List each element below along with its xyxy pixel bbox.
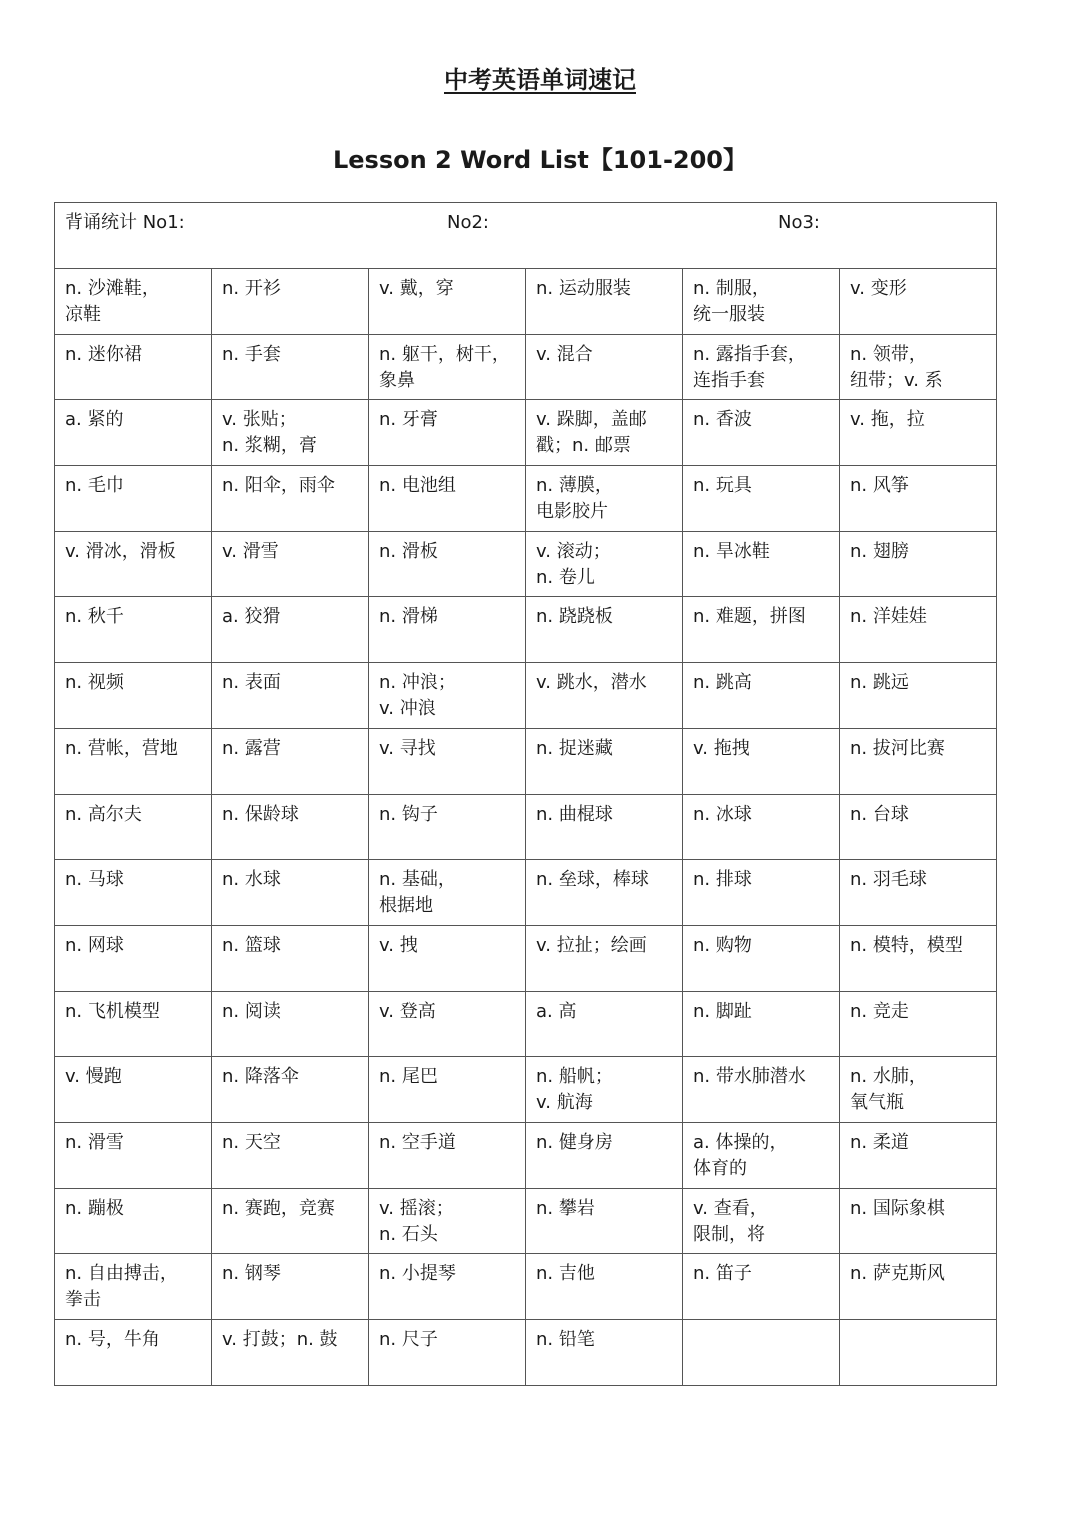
word-cell <box>840 925 997 991</box>
word-cell-line: n. 石头 <box>379 1223 438 1245</box>
word-cell-line: n. 滑雪 <box>65 1131 124 1153</box>
word-cell-line: n. 视频 <box>65 672 124 694</box>
word-cell-line: n. 电池组 <box>379 475 456 497</box>
word-cell <box>840 531 997 597</box>
table-row <box>55 531 997 597</box>
word-cell-line: v. 拉扯；绘画 <box>536 934 647 956</box>
word-cell <box>683 1188 840 1254</box>
word-cell-line: n. 铅笔 <box>536 1329 595 1350</box>
word-cell-line: n. 保龄球 <box>222 803 299 825</box>
word-cell-line: n. 水肺， <box>850 1066 927 1088</box>
word-cell-line: n. 垒球，棒球 <box>536 869 649 891</box>
word-cell-line: n. 旱冰鞋 <box>693 540 770 562</box>
word-cell <box>683 925 840 991</box>
word-cell-line: 氧气瓶 <box>850 1092 904 1114</box>
word-cell-line: n. 秋千 <box>65 606 124 628</box>
word-cell <box>526 1188 683 1254</box>
word-cell-line: n. 牙膏 <box>379 409 438 431</box>
word-cell-line: 体育的 <box>693 1157 747 1179</box>
word-cell <box>55 860 212 926</box>
word-cell-line: 戳；n. 邮票 <box>536 435 631 457</box>
word-cell <box>55 334 212 400</box>
word-cell <box>369 597 526 663</box>
word-cell-line: v. 航海 <box>536 1092 593 1114</box>
word-cell <box>840 1254 997 1320</box>
word-cell <box>212 466 369 532</box>
word-cell-line: 连指手套 <box>693 369 765 391</box>
word-cell-line: n. 网球 <box>65 934 124 956</box>
word-cell <box>526 400 683 466</box>
word-cell-line: n. 难题，拼图 <box>693 606 806 628</box>
word-cell-line: n. 带水肺潜水 <box>693 1066 806 1088</box>
word-cell-line: n. 滑板 <box>379 540 438 562</box>
word-cell-line: a. 高 <box>536 1000 577 1022</box>
word-cell-line: n. 拔河比赛 <box>850 737 945 759</box>
word-cell-line: n. 曲棍球 <box>536 803 613 825</box>
word-cell <box>683 663 840 729</box>
word-cell-line: v. 寻找 <box>379 737 436 759</box>
word-cell-line: n. 阳伞，雨伞 <box>222 475 335 497</box>
word-cell <box>212 728 369 794</box>
stats-cell <box>55 203 997 269</box>
word-cell <box>369 991 526 1057</box>
word-cell <box>683 1057 840 1123</box>
word-cell <box>683 400 840 466</box>
word-cell-line: n. 冲浪； <box>379 672 456 694</box>
word-cell-line: n. 滑梯 <box>379 606 438 628</box>
word-cell-line: n. 降落伞 <box>222 1066 299 1088</box>
table-row <box>55 794 997 860</box>
word-cell-line: n. 风筝 <box>850 475 909 497</box>
word-cell <box>212 1188 369 1254</box>
word-cell-line: n. 沙滩鞋， <box>65 278 160 299</box>
word-cell <box>55 597 212 663</box>
word-cell-line: n. 捉迷藏 <box>536 737 613 759</box>
word-cell <box>212 269 369 335</box>
word-cell <box>212 860 369 926</box>
word-cell-line: n. 吉他 <box>536 1263 595 1285</box>
word-cell-line: n. 洋娃娃 <box>850 606 927 628</box>
word-cell <box>55 269 212 335</box>
table-row <box>55 1254 997 1320</box>
word-cell-line: 拳击 <box>65 1289 101 1311</box>
page-title-text: 中考英语单词速记 <box>444 66 636 94</box>
word-cell <box>683 728 840 794</box>
word-cell-line: n. 水球 <box>222 869 281 891</box>
word-cell <box>212 1057 369 1123</box>
word-cell <box>369 1254 526 1320</box>
word-cell-line: n. 制服， <box>693 278 770 299</box>
word-cell <box>369 925 526 991</box>
word-cell-line: n. 蹦极 <box>65 1197 124 1219</box>
word-cell <box>526 728 683 794</box>
word-cell <box>55 1320 212 1386</box>
word-cell <box>369 663 526 729</box>
word-cell <box>526 1122 683 1188</box>
word-cell-line: n. 竞走 <box>850 1000 909 1022</box>
word-cell <box>840 466 997 532</box>
word-cell <box>683 466 840 532</box>
word-cell-line: n. 柔道 <box>850 1131 909 1153</box>
word-cell <box>369 531 526 597</box>
word-cell-line: n. 钩子 <box>379 803 438 825</box>
word-cell-line: n. 基础， <box>379 869 456 891</box>
word-cell <box>526 1057 683 1123</box>
word-cell <box>55 925 212 991</box>
word-cell <box>526 663 683 729</box>
word-cell-line: v. 慢跑 <box>65 1066 122 1088</box>
word-cell-line: n. 笛子 <box>693 1263 752 1285</box>
word-cell-line: n. 领带， <box>850 343 927 365</box>
word-cell-line: 象鼻 <box>379 369 415 391</box>
word-cell-line: 根据地 <box>379 895 433 917</box>
word-cell <box>840 1057 997 1123</box>
word-cell <box>840 663 997 729</box>
word-cell-line: n. 马球 <box>65 869 124 891</box>
word-cell <box>212 663 369 729</box>
word-cell <box>526 597 683 663</box>
word-cell <box>683 794 840 860</box>
word-cell <box>55 1122 212 1188</box>
word-cell-line: 凉鞋 <box>65 304 101 325</box>
word-cell-line: n. 高尔夫 <box>65 803 142 825</box>
word-cell <box>840 728 997 794</box>
table-row <box>55 663 997 729</box>
word-cell-line: a. 狡猾 <box>222 606 281 628</box>
word-cell-line: n. 手套 <box>222 343 281 365</box>
word-cell <box>369 794 526 860</box>
word-cell-line: n. 尺子 <box>379 1329 438 1350</box>
word-cell <box>840 860 997 926</box>
word-cell <box>683 991 840 1057</box>
word-cell-line: n. 躯干，树干， <box>379 343 510 365</box>
table-row <box>55 269 997 335</box>
word-cell-line: n. 毛巾 <box>65 475 124 497</box>
word-cell <box>212 531 369 597</box>
word-cell-line: n. 薄膜， <box>536 475 613 497</box>
word-cell-line: n. 篮球 <box>222 934 281 956</box>
word-cell <box>526 1254 683 1320</box>
word-cell-line: v. 戴，穿 <box>379 278 454 299</box>
table-row <box>55 1188 997 1254</box>
word-cell <box>55 1188 212 1254</box>
word-cell-line: n. 攀岩 <box>536 1197 595 1219</box>
word-cell <box>212 794 369 860</box>
word-cell-line: n. 开衫 <box>222 278 281 299</box>
word-cell <box>840 794 997 860</box>
word-cell <box>369 860 526 926</box>
word-cell-line: 限制，将 <box>693 1223 765 1245</box>
word-cell-line: v. 变形 <box>850 278 907 299</box>
word-cell <box>840 597 997 663</box>
word-cell <box>369 728 526 794</box>
table-row <box>55 1057 997 1123</box>
word-cell <box>683 269 840 335</box>
word-cell <box>683 1320 840 1386</box>
word-cell-line: n. 营帐，营地 <box>65 737 178 759</box>
word-cell <box>526 794 683 860</box>
word-cell-line: v. 拖拽 <box>693 737 750 759</box>
word-cell <box>683 1122 840 1188</box>
page-subtitle: Lesson 2 Word List【101-200】 <box>332 146 748 174</box>
word-cell <box>526 531 683 597</box>
word-cell <box>55 1254 212 1320</box>
word-cell-line: n. 跷跷板 <box>536 606 613 628</box>
word-cell <box>369 1188 526 1254</box>
word-cell <box>683 597 840 663</box>
word-cell-line: n. 天空 <box>222 1131 281 1153</box>
word-cell-line: a. 紧的 <box>65 409 124 431</box>
word-cell <box>369 1057 526 1123</box>
word-cell-line: v. 混合 <box>536 343 593 365</box>
word-cell <box>212 925 369 991</box>
word-cell-line: v. 滑雪 <box>222 540 279 562</box>
word-cell-line: n. 台球 <box>850 803 909 825</box>
word-cell-line: n. 赛跑，竞赛 <box>222 1197 335 1219</box>
word-cell-line: n. 表面 <box>222 672 281 694</box>
word-cell <box>55 466 212 532</box>
word-cell-line: n. 冰球 <box>693 803 752 825</box>
table-row <box>55 597 997 663</box>
word-cell <box>369 466 526 532</box>
word-cell <box>55 728 212 794</box>
word-cell-line: n. 模特，模型 <box>850 934 963 956</box>
word-cell <box>840 334 997 400</box>
table-row <box>55 860 997 926</box>
word-cell-line: n. 香波 <box>693 409 752 431</box>
word-cell-line: n. 船帆； <box>536 1066 613 1088</box>
word-cell <box>526 860 683 926</box>
word-cell <box>526 991 683 1057</box>
stats-row <box>55 203 997 269</box>
word-cell <box>55 991 212 1057</box>
word-cell-line: n. 小提琴 <box>379 1263 456 1285</box>
word-cell <box>212 1254 369 1320</box>
word-cell-line: n. 跳高 <box>693 672 752 694</box>
word-cell-line: n. 玩具 <box>693 475 752 497</box>
word-cell <box>212 991 369 1057</box>
word-list-table <box>54 202 997 1386</box>
word-cell-line: v. 跳水，潜水 <box>536 672 647 694</box>
word-cell-line: v. 冲浪 <box>379 698 436 720</box>
word-cell <box>55 663 212 729</box>
word-cell-line: 电影胶片 <box>536 501 608 523</box>
word-cell-line: n. 跳远 <box>850 672 909 694</box>
word-cell-line: v. 张贴； <box>222 409 297 431</box>
word-cell-line: a. 体操的， <box>693 1131 788 1153</box>
word-cell <box>683 1254 840 1320</box>
word-cell-line: n. 排球 <box>693 869 752 891</box>
table-row <box>55 728 997 794</box>
word-cell <box>369 1122 526 1188</box>
word-cell <box>840 1320 997 1386</box>
word-cell <box>840 269 997 335</box>
word-cell-line: v. 滑冰，滑板 <box>65 540 176 562</box>
word-cell-line: v. 跺脚，盖邮 <box>536 409 647 431</box>
word-cell <box>840 991 997 1057</box>
word-cell-line: n. 脚趾 <box>693 1000 752 1022</box>
word-cell-line: n. 自由搏击， <box>65 1263 178 1285</box>
word-cell-line: n. 号，牛角 <box>65 1329 160 1350</box>
word-cell-line: v. 拖，拉 <box>850 409 925 431</box>
word-cell-line: v. 拽 <box>379 934 418 956</box>
word-cell-line: n. 空手道 <box>379 1131 456 1153</box>
word-cell <box>369 400 526 466</box>
word-cell-line: n. 卷儿 <box>536 566 595 588</box>
word-cell-line: n. 浆糊，膏 <box>222 435 317 457</box>
word-cell-line: n. 迷你裙 <box>65 343 142 365</box>
word-cell <box>840 400 997 466</box>
word-cell-line: v. 滚动； <box>536 540 611 562</box>
word-cell <box>369 1320 526 1386</box>
word-cell <box>369 269 526 335</box>
word-cell <box>212 400 369 466</box>
table-row <box>55 991 997 1057</box>
word-cell-line: n. 健身房 <box>536 1131 613 1153</box>
word-cell <box>683 860 840 926</box>
word-cell-line: n. 翅膀 <box>850 540 909 562</box>
word-cell-line: n. 露指手套， <box>693 343 806 365</box>
word-cell-line: 纽带；v. 系 <box>850 369 943 391</box>
page-title <box>0 62 1080 98</box>
stat-no3: No3: <box>778 212 820 233</box>
word-cell-line: n. 飞机模型 <box>65 1000 160 1022</box>
word-cell-line: n. 运动服装 <box>536 278 631 299</box>
word-cell-line: v. 查看， <box>693 1197 768 1219</box>
word-cell <box>212 1122 369 1188</box>
word-cell <box>212 334 369 400</box>
word-cell <box>526 925 683 991</box>
word-cell <box>55 400 212 466</box>
word-cell <box>212 1320 369 1386</box>
table-row <box>55 334 997 400</box>
table-row <box>55 1122 997 1188</box>
word-cell-line: n. 钢琴 <box>222 1263 281 1285</box>
word-cell <box>55 794 212 860</box>
word-cell-line: 统一服装 <box>693 304 765 325</box>
word-cell-line: n. 购物 <box>693 934 752 956</box>
word-cell-line: v. 打鼓；n. 鼓 <box>222 1329 338 1350</box>
word-cell <box>212 597 369 663</box>
word-cell-line: n. 萨克斯风 <box>850 1263 945 1285</box>
word-cell <box>369 334 526 400</box>
word-cell-line: n. 阅读 <box>222 1000 281 1022</box>
word-cell <box>526 466 683 532</box>
table-row <box>55 1320 997 1386</box>
word-cell-line: n. 露营 <box>222 737 281 759</box>
word-cell-line: n. 尾巴 <box>379 1066 438 1088</box>
word-cell-line: v. 摇滚； <box>379 1197 454 1219</box>
word-cell <box>683 531 840 597</box>
word-cell-line: n. 国际象棋 <box>850 1197 945 1219</box>
word-cell <box>840 1122 997 1188</box>
word-cell-line: v. 登高 <box>379 1000 436 1022</box>
stat-no2: No2: <box>447 212 489 233</box>
word-cell-line: n. 羽毛球 <box>850 869 927 891</box>
word-cell <box>840 1188 997 1254</box>
table-row <box>55 400 997 466</box>
word-cell <box>683 334 840 400</box>
stat-no1: 背诵统计 No1: <box>65 212 185 233</box>
word-cell <box>526 1320 683 1386</box>
word-cell <box>526 334 683 400</box>
word-cell <box>526 269 683 335</box>
table-row <box>55 925 997 991</box>
word-cell <box>55 1057 212 1123</box>
word-cell <box>55 531 212 597</box>
table-row <box>55 466 997 532</box>
